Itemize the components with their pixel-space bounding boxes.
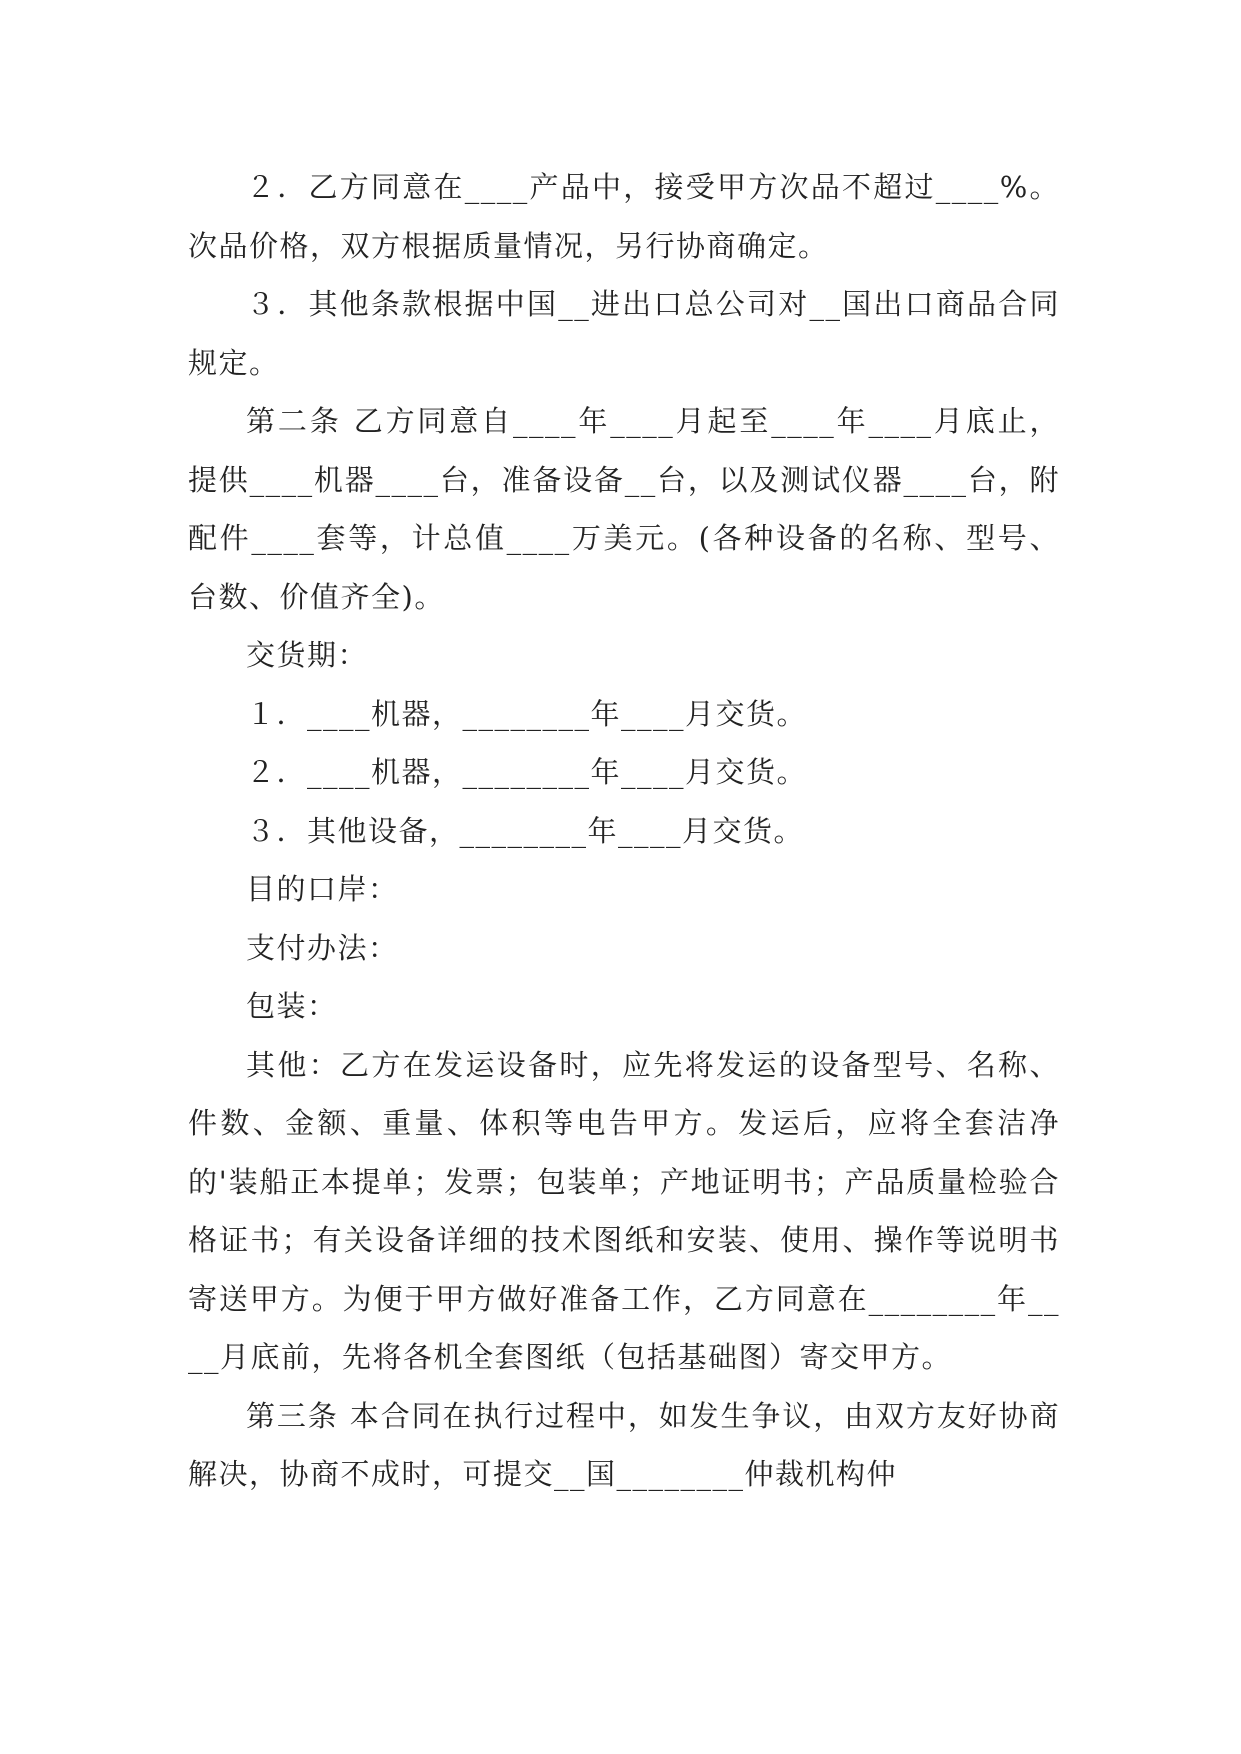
contract-text-body (188, 158, 1060, 1504)
payment-method: 支付办法： (246, 930, 399, 965)
destination-port: 目的口岸： (246, 872, 399, 906)
delivery-item-3: ３．其他设备，________年____月交货。 (246, 813, 805, 848)
article-3-disputes: 第三条 本合同在执行过程中，如发生争议，由双方友好协商解决，协商不成时，可提交__国________仲裁机构仲 (188, 1398, 1060, 1491)
clause-3-other-terms: ３．其他条款根据中国__进出口总公司对__国出口商品合同规定。 (188, 287, 1060, 380)
clause-2-defective-goods: ２．乙方同意在____产品中，接受甲方次品不超过____%。次品价格，双方根据质量情况，另行协商确定。 (188, 170, 1060, 263)
article-2-supply: 第二条 乙方同意自____年____月起至____年____月底止，提供____机器____台，准备设备__台，以及测试仪器____台，附配件____套等，计总值____万美元。(各种设备的名称、型号、台数、价值齐全)。 (188, 404, 1060, 614)
other-terms-shipping: 其他：乙方在发运设备时，应先将发运的设备型号、名称、件数、金额、重量、体积等电告甲方。发运后，应将全套洁净的'装船正本提单；发票；包装单；产地证明书；产品质量检验合格证书；有关设备详细的技术图纸和安装、使用、操作等说明书寄送甲方。为便于甲方做好准备工作，乙方同意在________年____月底前，先将各机全套图纸（包括基础图）寄交甲方。 (188, 1047, 1060, 1374)
packaging: 包装： (246, 989, 338, 1023)
delivery-item-1: １．____机器，________年____月交货。 (246, 696, 808, 731)
delivery-item-2: ２．____机器，________年____月交货。 (246, 755, 808, 789)
delivery-period-heading: 交货期： (246, 638, 369, 672)
